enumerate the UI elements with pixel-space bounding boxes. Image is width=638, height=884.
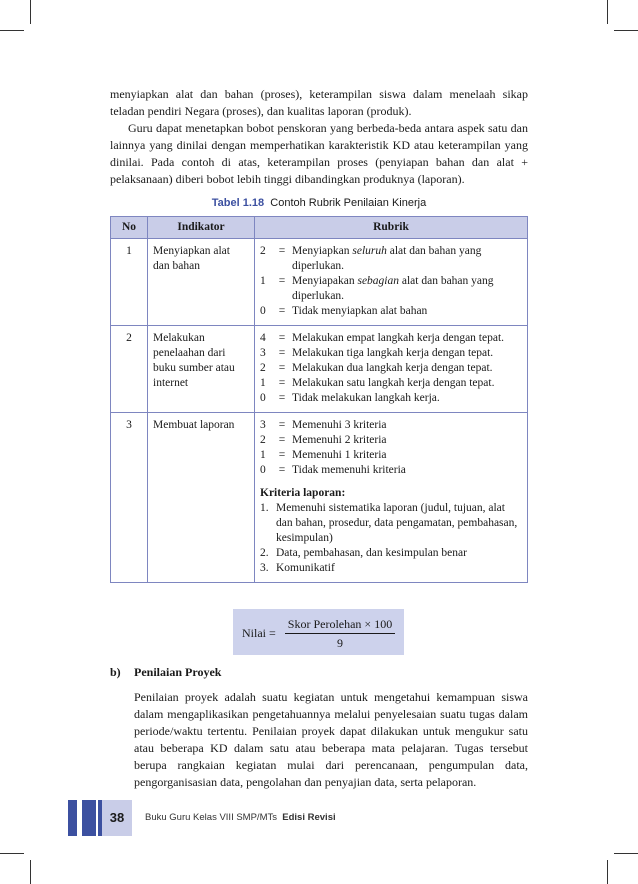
- table-row: [111, 239, 528, 326]
- rubric-description: Melakukan tiga langkah kerja dengan tepat.: [292, 347, 494, 359]
- kriteria-number: 1.: [260, 502, 269, 514]
- rubric-text: alat dan bahan yang diperlukan.: [292, 275, 494, 302]
- rubric-emphasis: sebagian: [357, 275, 399, 287]
- footer-decoration: [68, 800, 77, 836]
- rubric-description: Melakukan dua langkah kerja dengan tepat.: [292, 362, 493, 374]
- kriteria-number: 3.: [260, 562, 269, 574]
- rubric-score: 2: [260, 362, 266, 374]
- rubric-score: 0: [260, 392, 266, 404]
- kriteria-item: [260, 546, 522, 561]
- table-header-row: [111, 217, 528, 239]
- crop-mark: [614, 853, 638, 854]
- rubric-score: 3: [260, 419, 266, 431]
- footer-book-title: [145, 812, 336, 823]
- formula-lhs: Nilai =: [242, 626, 276, 640]
- crop-mark: [607, 0, 608, 24]
- table-caption-title: Contoh Rubrik Penilaian Kinerja: [270, 197, 427, 209]
- intro-paragraph-1: menyiapkan alat dan bahan (proses), keterampilan siswa dalam menelaah sikap teladan pendiri Negara (proses), dan kualitas laporan (produk).: [110, 87, 528, 118]
- intro-paragraph-2: Guru dapat menetapkan bobot penskoran yang berbeda-beda antara aspek satu dan lainnya yang dinilai dengan memperhatikan karakteristik KD atau keterampilan yang dinilai. Pada contoh di atas, keterampilan proses (penyiapan bahan dan alat + pelaksanaan) diberi bobot lebih tinggi dibandingkan produknya (laporan).: [110, 121, 528, 186]
- rubric-description: Melakukan satu langkah kerja dengan tepat.: [292, 377, 495, 389]
- rubric-line: [260, 244, 522, 274]
- kriteria-text: Memenuhi sistematika laporan (judul, tujuan, alat dan bahan, prosedur, data pengamatan, pembahasan, kesimpulan): [276, 502, 518, 544]
- rubric-description: [292, 244, 522, 274]
- rubric-description: Tidak melakukan langkah kerja.: [292, 392, 440, 404]
- rubric-equals: =: [278, 449, 286, 461]
- section-label: b): [110, 665, 121, 679]
- kriteria-title: Kriteria laporan:: [260, 487, 346, 499]
- rubric-emphasis: seluruh: [352, 245, 387, 257]
- row-rubric: [255, 326, 528, 413]
- rubric-equals: =: [278, 419, 286, 431]
- rubric-description: Melakukan empat langkah kerja dengan tepat.: [292, 332, 505, 344]
- rubric-text: Menyiapakan: [292, 275, 358, 287]
- rubric-description: [292, 274, 522, 304]
- rubric-description: Tidak menyiapkan alat bahan: [292, 305, 428, 317]
- kriteria-text: Komunikatif: [276, 562, 335, 574]
- rubric-score: 0: [260, 464, 266, 476]
- rubric-score: 1: [260, 275, 266, 287]
- rubric-score: 1: [260, 449, 266, 461]
- rubric-score: 2: [260, 434, 266, 446]
- book-title: Buku Guru Kelas VIII SMP/MTs: [145, 812, 277, 823]
- row-indicator: Membuat laporan: [148, 413, 255, 583]
- row-indicator: Melakukan penelaahan dari buku sumber atau internet: [148, 326, 255, 413]
- header-no: No: [111, 217, 148, 239]
- table-row: [111, 413, 528, 583]
- crop-mark: [614, 30, 638, 31]
- row-number: 3: [111, 413, 148, 583]
- section-body: Penilaian proyek adalah suatu kegiatan untuk mengetahui kemampuan siswa dalam mengaplikasikan pengetahuannya melalui penyelesaian suatu tugas dalam periode/waktu tertentu. Penilaian proyek dapat dilakukan untuk mengukur satu atau beberapa KD dalam satu atau beberapa mata pelajaran. Tugas tersebut berupa rangkaian kegiatan mulai dari perencanaan, pengumpulan data, pengorganisasian data, pengolahan dan penyajian data, serta pelaporan.: [134, 690, 528, 789]
- rubric-description: Tidak memenuhi kriteria: [292, 464, 406, 476]
- crop-mark: [0, 30, 24, 31]
- rubric-line: [260, 274, 522, 304]
- crop-mark: [607, 860, 608, 884]
- rubric-line: [260, 391, 522, 406]
- rubric-line: [260, 418, 522, 433]
- row-number: 2: [111, 326, 148, 413]
- crop-mark: [30, 0, 31, 24]
- crop-mark: [30, 860, 31, 884]
- rubric-description: Memenuhi 2 kriteria: [292, 434, 387, 446]
- section-penilaian-proyek: [110, 664, 528, 791]
- kriteria-text: Data, pembahasan, dan kesimpulan benar: [276, 547, 467, 559]
- table-row: [111, 326, 528, 413]
- row-indicator: Menyiapkan alat dan bahan: [148, 239, 255, 326]
- header-indikator: Indikator: [148, 217, 255, 239]
- rubric-line: [260, 448, 522, 463]
- rubric-line: [260, 361, 522, 376]
- edition-label: Edisi Revisi: [282, 812, 336, 823]
- rubric-equals: =: [278, 362, 286, 374]
- score-formula: [233, 609, 404, 655]
- crop-mark: [0, 853, 24, 854]
- rubric-equals: =: [278, 392, 286, 404]
- rubric-line: [260, 376, 522, 391]
- footer-decoration: [82, 800, 96, 836]
- kriteria-item: [260, 561, 522, 576]
- rubric-score: 1: [260, 377, 266, 389]
- kriteria-item: [260, 501, 522, 546]
- rubric-equals: =: [278, 275, 286, 287]
- kriteria-number: 2.: [260, 547, 269, 559]
- table-caption-number: Tabel 1.18: [211, 197, 265, 209]
- rubric-score: 2: [260, 245, 266, 257]
- rubric-equals: =: [278, 434, 286, 446]
- rubric-score: 0: [260, 305, 266, 317]
- section-title: Penilaian Proyek: [134, 665, 222, 679]
- rubric-line: [260, 331, 522, 346]
- page-number: 38: [102, 800, 132, 836]
- row-number: 1: [111, 239, 148, 326]
- rubric-table: [110, 216, 528, 583]
- formula-numerator: Skor Perolehan × 100: [287, 617, 393, 631]
- row-rubric: [255, 413, 528, 583]
- rubric-line: [260, 463, 522, 478]
- rubric-description: Memenuhi 3 kriteria: [292, 419, 387, 431]
- rubric-equals: =: [278, 464, 286, 476]
- fraction-bar: [285, 633, 395, 634]
- section-heading: [110, 664, 528, 681]
- rubric-description: Memenuhi 1 kriteria: [292, 449, 387, 461]
- rubric-line: [260, 433, 522, 448]
- row-rubric: [255, 239, 528, 326]
- page-content: [110, 86, 528, 583]
- rubric-score: 3: [260, 347, 266, 359]
- rubric-score: 4: [260, 332, 266, 344]
- rubric-equals: =: [278, 332, 286, 344]
- rubric-equals: =: [278, 377, 286, 389]
- rubric-text: alat dan bahan yang diperlukan.: [292, 245, 482, 272]
- rubric-equals: =: [278, 245, 286, 257]
- table-caption: [110, 197, 528, 209]
- rubric-line: [260, 346, 522, 361]
- rubric-equals: =: [278, 305, 286, 317]
- formula-denominator: 9: [337, 636, 343, 650]
- header-rubrik: Rubrik: [255, 217, 528, 239]
- rubric-text: Menyiapkan: [292, 245, 353, 257]
- rubric-line: [260, 304, 522, 319]
- rubric-equals: =: [278, 347, 286, 359]
